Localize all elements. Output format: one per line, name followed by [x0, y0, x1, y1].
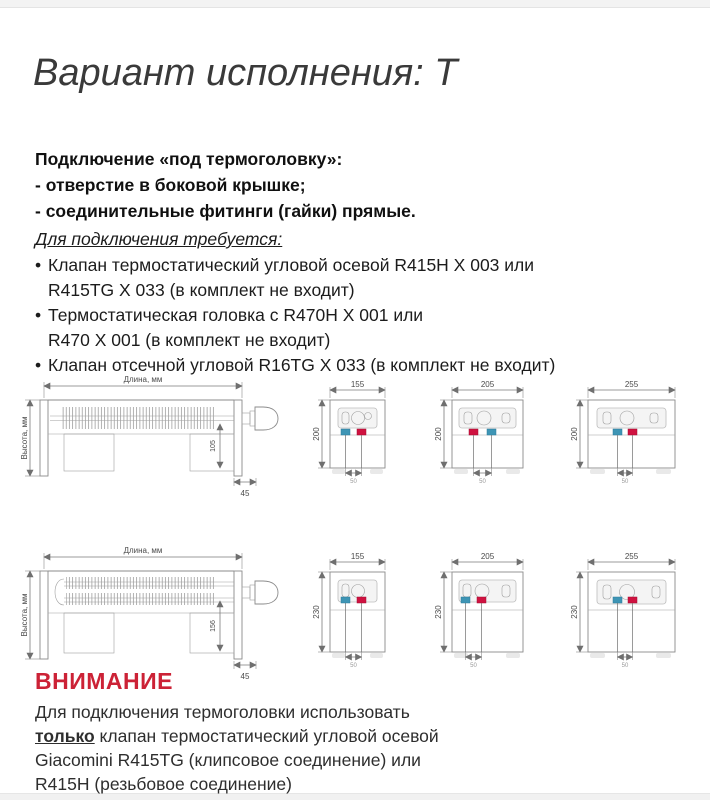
connection-height-label: 156 [210, 620, 217, 632]
cross-section-205x230 [434, 550, 533, 675]
height-dimension-label: 200 [570, 427, 579, 441]
supply-pipe-blue [461, 597, 470, 603]
warning-line-2-rest: клапан термостатический угловой осевой [94, 726, 439, 746]
warning-line-4: R415H (резьбовое соединение) [35, 774, 292, 794]
intro-line-2: - соединительные фитинги (гайки) прямые. [35, 201, 416, 221]
width-dimension-label: 255 [624, 552, 639, 561]
warning-line-1: Для подключения термоголовки использовать [35, 702, 410, 722]
width-dimension-label: 205 [480, 380, 495, 389]
finned-heating-element-upper [66, 577, 214, 589]
return-pipe-red [357, 429, 366, 435]
pipe-pitch-label: 50 [621, 479, 629, 485]
warning-text [35, 700, 439, 796]
list-item [35, 303, 555, 328]
pipe-pitch-label: 50 [470, 663, 477, 669]
width-dimension-label: 255 [624, 380, 639, 389]
pipe-pitch-label: 50 [350, 479, 357, 485]
return-pipe-red [357, 597, 366, 603]
list-item-text: Термостатическая головка с R470H X 001 или [48, 305, 424, 325]
supply-pipe-blue [341, 429, 350, 435]
list-item [35, 253, 555, 278]
finned-heating-element [62, 407, 214, 429]
pipe-pitch-label: 50 [621, 663, 629, 669]
bullet-icon: • [35, 305, 42, 325]
cross-section-255x200 [570, 378, 685, 493]
height-dimension-label: Высота, мм [20, 416, 29, 460]
pipe-pitch-label: 50 [479, 479, 486, 485]
warning-emphasis: только [35, 726, 95, 746]
return-pipe-red [628, 597, 637, 603]
height-dimension-label: 230 [570, 605, 579, 619]
thermostatic-head [255, 407, 278, 430]
height-dimension-label: 230 [434, 605, 443, 619]
width-dimension-label: 155 [350, 552, 365, 561]
warning-heading: ВНИМАНИЕ [35, 668, 174, 694]
list-item-text: Клапан отсечной угловой R16TG X 033 (в комплект не входит) [48, 355, 556, 375]
cross-section-205x200 [434, 378, 533, 493]
cross-section-155x230 [312, 550, 395, 675]
pipe-pitch-label: 50 [350, 663, 357, 669]
page-top-edge [0, 0, 710, 8]
return-pipe-red [628, 429, 637, 435]
supply-pipe-blue [613, 597, 622, 603]
height-dimension-label: 200 [312, 427, 321, 441]
bullet-icon: • [35, 355, 42, 375]
requirements-heading: Для подключения требуется: [35, 229, 283, 249]
height-dimension-label: 200 [434, 427, 443, 441]
requirements-list [35, 227, 555, 378]
supply-pipe-blue [341, 597, 350, 603]
list-item-text: R415TG X 033 (в комплект не входит) [48, 280, 355, 300]
cross-section-255x230 [570, 550, 685, 675]
side-view-drawing-row2 [20, 543, 282, 683]
u-bend-tube [55, 579, 64, 605]
length-dimension-label: Длина, мм [123, 375, 163, 384]
list-item-text: Клапан термостатический угловой осевой R415H X 003 или [48, 255, 535, 275]
cross-section-155x200 [312, 378, 395, 493]
intro-heading: Подключение «под термоголовку»: [35, 149, 343, 169]
finned-heating-element-lower [66, 593, 214, 605]
height-dimension-label: Высота, мм [20, 593, 29, 637]
valve-body [242, 587, 250, 598]
side-offset-label: 45 [240, 672, 250, 681]
page-title: Вариант исполнения: Т [33, 52, 458, 94]
width-dimension-label: 205 [480, 552, 495, 561]
thermostatic-head [255, 581, 278, 604]
side-view-drawing-row1 [20, 372, 282, 500]
valve-body [242, 413, 250, 424]
warning-line-3: Giacomini R415TG (клипсовое соединение) или [35, 750, 421, 770]
length-dimension-label: Длина, мм [123, 546, 163, 555]
list-item-text: R470 X 001 (в комплект не входит) [48, 330, 331, 350]
list-item-continuation [35, 328, 555, 353]
connection-height-label: 105 [210, 440, 217, 452]
return-pipe-red [477, 597, 486, 603]
side-offset-label: 45 [240, 489, 250, 498]
height-dimension-label: 230 [312, 605, 321, 619]
list-item-continuation [35, 278, 555, 303]
bullet-icon: • [35, 255, 42, 275]
intro-line-1: - отверстие в боковой крышке; [35, 175, 306, 195]
warning-line-2 [35, 724, 439, 748]
return-pipe-red [469, 429, 478, 435]
supply-pipe-blue [613, 429, 622, 435]
connection-intro [35, 146, 416, 224]
width-dimension-label: 155 [350, 380, 365, 389]
supply-pipe-blue [487, 429, 496, 435]
